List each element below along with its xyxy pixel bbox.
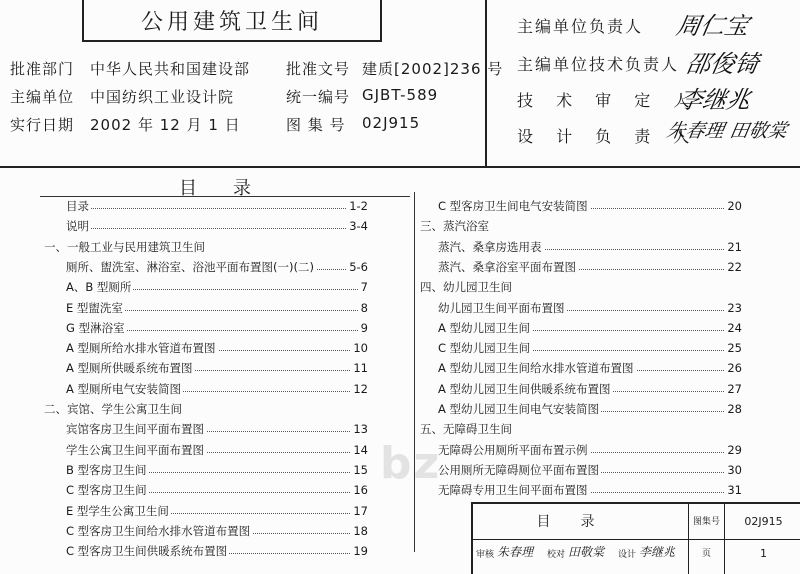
toc-entry-label: C 型客房卫生间电气安装简图 xyxy=(438,199,588,213)
toc-entry[interactable] xyxy=(66,543,368,559)
toc-entry-label: 厕所、盥洗室、淋浴室、浴池平面布置图(一)(二) xyxy=(66,259,314,274)
toc-entry-page: 8 xyxy=(360,300,368,315)
toc-entry-page: 5-6 xyxy=(349,259,368,274)
toc-entry[interactable] xyxy=(438,198,742,214)
title-block-roles xyxy=(473,540,689,574)
toc-entry[interactable] xyxy=(66,360,368,376)
toc-entry[interactable] xyxy=(438,320,742,336)
meta-value: 02J915 xyxy=(362,114,421,132)
meta-value: GJBT-589 xyxy=(362,86,439,104)
toc-entry-label: 无障碍公用厕所平面布置示例 xyxy=(438,442,588,457)
toc-entry[interactable] xyxy=(66,503,368,519)
toc-entry-label: 无障碍专用卫生间平面布置图 xyxy=(438,483,588,498)
meta-label: 批准文号 xyxy=(286,60,351,78)
check-label: 校对 xyxy=(547,550,566,560)
meta-value: 中国纺织工业设计院 xyxy=(90,88,235,106)
toc-entry-page: 21 xyxy=(727,239,742,254)
toc-entry-page: 12 xyxy=(353,381,368,396)
toc-entry[interactable] xyxy=(438,462,742,478)
toc-entry-label: G 型淋浴室 xyxy=(66,320,125,335)
toc-entry[interactable] xyxy=(438,482,742,498)
toc-entry[interactable] xyxy=(66,482,368,498)
toc-entry[interactable] xyxy=(66,198,368,214)
toc-entry-page: 30 xyxy=(727,462,742,477)
title-block-name: 目录 xyxy=(473,504,689,540)
review-signature: 朱春理 xyxy=(497,545,534,559)
toc-entry[interactable] xyxy=(438,401,742,417)
toc-entry-label: A 型厕所供暖系统布置图 xyxy=(66,361,193,376)
meta-value: 中华人民共和国建设部 xyxy=(90,60,251,78)
signatory-role: 设 计 负 责 人 xyxy=(517,127,699,146)
divider xyxy=(40,196,410,197)
toc-entry[interactable] xyxy=(66,320,368,336)
design-label: 设计 xyxy=(618,550,637,560)
handwritten-signature: 朱春理 田敬棠 xyxy=(664,120,789,142)
toc-entry-page: 27 xyxy=(727,381,742,396)
toc-entry-label: A 型厕所给水排水管道布置图 xyxy=(66,341,216,356)
toc-section-heading: 二、宾馆、学生公寓卫生间 xyxy=(44,402,182,416)
toc-entry-page: 14 xyxy=(353,442,368,457)
signatory-role: 主编单位技术负责人 xyxy=(517,55,680,74)
toc-entry-page: 15 xyxy=(353,462,368,477)
toc-section-heading: 一、一般工业与民用建筑卫生间 xyxy=(44,239,205,254)
toc-entry-label: A 型幼儿园卫生间电气安装简图 xyxy=(438,402,600,416)
toc-section-heading: 四、幼儿园卫生间 xyxy=(420,280,512,295)
toc-entry-page: 17 xyxy=(353,503,368,518)
toc-entry[interactable] xyxy=(438,442,742,458)
signatory-role: 主编单位负责人 xyxy=(517,17,644,36)
toc-entry-page: 24 xyxy=(727,320,742,335)
toc-entry-label: 幼儿园卫生间平面布置图 xyxy=(438,300,565,315)
design-signature: 李继兆 xyxy=(639,545,676,559)
toc-entry[interactable] xyxy=(66,300,368,316)
page-value: 1 xyxy=(760,547,767,560)
toc-entry[interactable] xyxy=(66,381,368,397)
toc-entry-page: 31 xyxy=(727,483,742,498)
handwritten-signature: 李继兆 xyxy=(676,86,754,114)
toc-section-heading: 五、无障碍卫生间 xyxy=(420,422,512,437)
toc-entry[interactable] xyxy=(66,421,368,437)
meta-label: 主编单位 xyxy=(10,88,75,106)
title-block xyxy=(471,502,800,574)
toc-entry-label: A 型幼儿园卫生间 xyxy=(438,320,531,335)
toc-entry-page: 18 xyxy=(353,523,368,538)
toc-entry-page: 9 xyxy=(360,320,368,335)
leader-dots xyxy=(66,218,368,229)
leader-dots xyxy=(66,198,368,209)
meta-value: 建质[2002]236 号 xyxy=(362,60,504,78)
toc-heading: 目录 xyxy=(179,178,287,199)
toc-entry-label: 公用厕所无障碍厕位平面布置图 xyxy=(438,462,599,477)
toc-entry-page: 26 xyxy=(727,361,742,376)
toc-entry-page: 1-2 xyxy=(349,199,368,213)
meta-label: 实行日期 xyxy=(10,116,75,134)
toc-entry-page: 22 xyxy=(727,259,742,274)
atlas-number-label: 图集号 xyxy=(689,504,725,540)
toc-entry[interactable] xyxy=(438,259,742,275)
toc-entry[interactable] xyxy=(66,218,368,234)
toc-entry[interactable] xyxy=(66,462,368,478)
toc-entry[interactable] xyxy=(438,360,742,376)
toc-entry-page: 3-4 xyxy=(349,219,368,234)
toc-entry[interactable] xyxy=(66,523,368,539)
toc-entry[interactable] xyxy=(66,279,368,295)
toc-entry[interactable] xyxy=(66,259,368,275)
toc-entry[interactable] xyxy=(66,340,368,356)
page-label: 页 xyxy=(689,540,725,574)
toc-entry-label: C 型客房卫生间 xyxy=(66,483,147,498)
toc-entry-label: 目录 xyxy=(66,199,89,213)
meta-value: 2002 年 12 月 1 日 xyxy=(90,116,241,134)
watermark: bz xyxy=(380,438,442,489)
toc-entry-page: 29 xyxy=(727,442,742,457)
toc-entry-page: 19 xyxy=(353,544,368,559)
toc-entry[interactable] xyxy=(438,340,742,356)
signatory-panel xyxy=(487,0,800,168)
check-signature: 田敬棠 xyxy=(568,545,605,559)
toc-entry[interactable] xyxy=(438,300,742,316)
toc-entry-page: 11 xyxy=(353,361,368,376)
header-info-panel xyxy=(0,0,504,168)
toc-entry-page: 13 xyxy=(353,422,368,437)
toc-entry-label: A 型厕所电气安装简图 xyxy=(66,381,182,396)
handwritten-signature: 周仁宝 xyxy=(674,12,752,40)
review-label: 审核 xyxy=(476,550,495,560)
toc-entry-page: 20 xyxy=(727,199,742,213)
toc-entry-label: C 型客房卫生间给水排水管道布置图 xyxy=(66,523,251,538)
toc-section-heading: 三、蒸汽浴室 xyxy=(420,219,489,234)
toc-entry-label: E 型学生公寓卫生间 xyxy=(66,503,169,518)
toc-entry-label: 蒸汽、桑拿浴室平面布置图 xyxy=(438,259,576,274)
toc-entry-page: 23 xyxy=(727,300,742,315)
toc-entry-page: 25 xyxy=(727,341,742,356)
toc-entry[interactable] xyxy=(438,381,742,397)
column-divider xyxy=(414,192,415,552)
meta-label: 批准部门 xyxy=(10,60,75,78)
signatory-role: 技 术 审 定 人 xyxy=(517,91,699,110)
toc-entry-label: 学生公寓卫生间平面布置图 xyxy=(66,442,204,457)
toc-entry-label: E 型盥洗室 xyxy=(66,300,123,315)
toc-entry-page: 10 xyxy=(353,341,368,356)
handwritten-signature: 邵俊锜 xyxy=(684,50,762,78)
title-box xyxy=(82,0,382,42)
toc-entry-page: 28 xyxy=(727,402,742,416)
toc-entry-label: 宾馆客房卫生间平面布置图 xyxy=(66,422,204,437)
toc-entry-label: C 型幼儿园卫生间 xyxy=(438,341,531,356)
toc-entry-page: 7 xyxy=(360,280,368,295)
toc-entry-label: 说明 xyxy=(66,219,89,234)
toc-entry-label: 蒸汽、桑拿房选用表 xyxy=(438,239,542,254)
toc-entry-page: 16 xyxy=(353,483,368,498)
toc-entry-label: B 型客房卫生间 xyxy=(66,462,147,477)
toc-entry-label: A 型幼儿园卫生间供暖系统布置图 xyxy=(438,381,611,396)
toc-entry[interactable] xyxy=(438,239,742,255)
toc-entry-label: A、B 型厕所 xyxy=(66,280,132,295)
toc-entry-label: A 型幼儿园卫生间给水排水管道布置图 xyxy=(438,361,634,376)
toc-entry-label: C 型客房卫生间供暖系统布置图 xyxy=(66,544,228,559)
meta-label: 图 集 号 xyxy=(286,116,346,134)
meta-label: 统一编号 xyxy=(286,88,351,106)
toc-entry[interactable] xyxy=(66,442,368,458)
document-title: 公用建筑卫生间 xyxy=(140,10,323,35)
atlas-number-value: 02J915 xyxy=(725,504,800,540)
